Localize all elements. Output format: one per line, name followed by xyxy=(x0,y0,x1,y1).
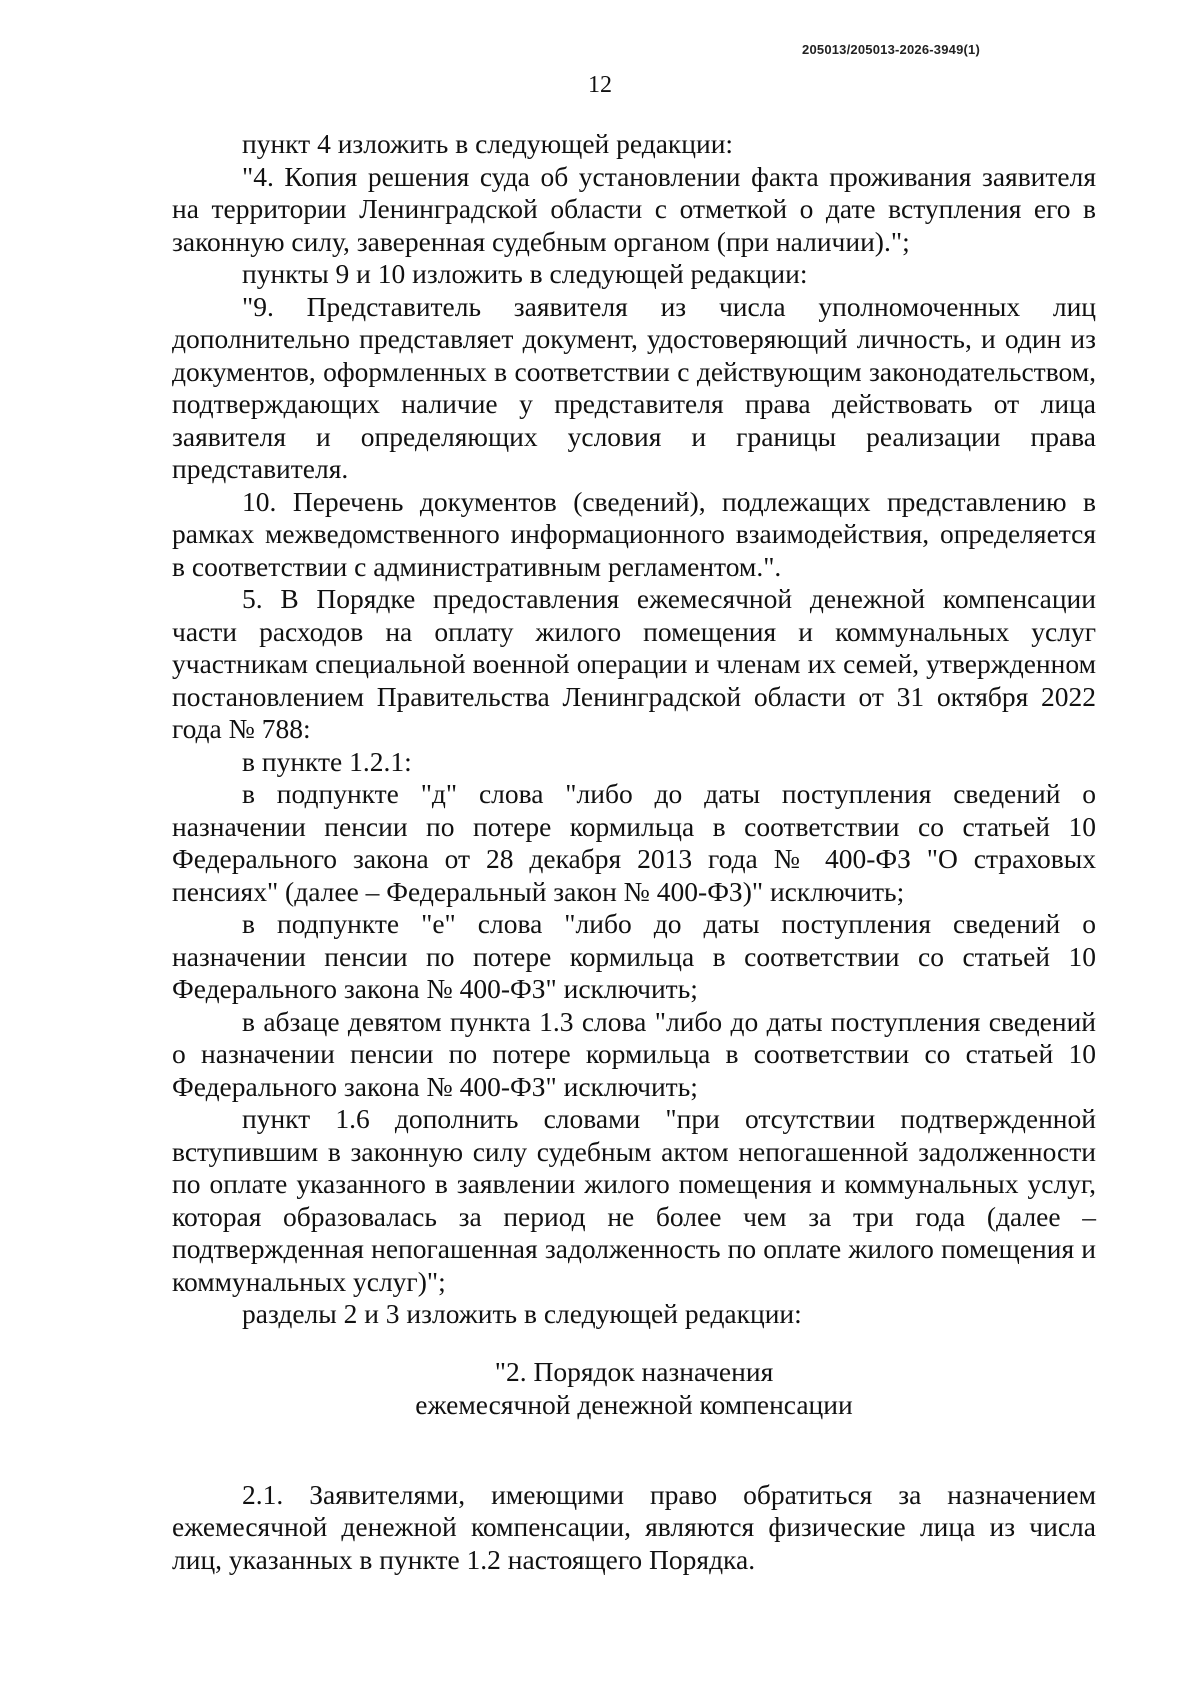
paragraph: в подпункте "е" слова "либо до даты поступления сведений о назначении пенсии по потере кормильца в соответствии со статьей 10 Федерального закона № 400-ФЗ" исключить; xyxy=(172,908,1096,1004)
paragraph: разделы 2 и 3 изложить в следующей редакции: xyxy=(242,1298,802,1329)
paragraph: пункты 9 и 10 изложить в следующей редакции: xyxy=(242,258,808,289)
paragraph: в абзаце девятом пункта 1.3 слова "либо до даты поступления сведений о назначении пенсии по потере кормильца в соответствии со статьей 10 Федерального закона № 400-ФЗ" исключить; xyxy=(172,1005,1096,1102)
paragraph: "4. Копия решения суда об установлении факта проживания заявителя на территории Ленинградской области с отметкой о дате вступления его в законную силу, заверенная судебным органом (при наличии)."; xyxy=(172,160,1096,257)
paragraph: пункт 4 изложить в следующей редакции: xyxy=(242,128,734,159)
paragraph: в пункте 1.2.1: xyxy=(242,745,412,777)
paragraph: 2.1. Заявителями, имеющими право обратиться за назначением ежемесячной денежной компенсации, являются физические лица из числа лиц, указанных в пункте 1.2 настоящего Порядка. xyxy=(172,1478,1096,1575)
section-heading-line-2: ежемесячной денежной компенсации xyxy=(415,1388,853,1420)
paragraph: 5. В Порядке предоставления ежемесячной денежной компенсации части расходов на оплату жилого помещения и коммунальных услуг участникам специальной военной операции и членам их семей, утвержденном постановлением Правительства Ленинградской области от 31 октября 2022 года № 788: xyxy=(172,583,1096,744)
document-code: 205013/205013-2026-3949(1) xyxy=(802,42,980,57)
paragraph: 10. Перечень документов (сведений), подлежащих представлению в рамках межведомственного информационного взаимодействия, определяется в соответствии с административным регламентом.". xyxy=(172,485,1096,582)
page-number: 12 xyxy=(588,72,612,98)
paragraph: в подпункте "д" слова "либо до даты поступления сведений о назначении пенсии по потере кормильца в соответствии со статьей 10 Федерального закона от 28 декабря 2013 года № 400-ФЗ "О страховых пенсиях" (далее – Федеральный закон № 400-ФЗ)" исключить; xyxy=(172,778,1096,907)
paragraph: пункт 1.6 дополнить словами "при отсутствии подтвержденной вступившим в законную силу судебным актом непогашенной задолженности по оплате указанного в заявлении жилого помещения и коммунальных услуг, которая образовалась за период не более чем за три года (далее – подтвержденная непогашенная задолженность по оплате жилого помещения и коммунальных услуг)"; xyxy=(172,1103,1096,1297)
paragraph: "9. Представитель заявителя из числа уполномоченных лиц дополнительно представляет документ, удостоверяющий личность, и один из документов, оформленных в соответствии с действующим законодательством, подтверждающих наличие у представителя права действовать от лица заявителя и определяющих условия и границы реализации права представителя. xyxy=(172,290,1096,484)
document-body xyxy=(172,128,1096,1576)
section-heading-line-1: "2. Порядок назначения xyxy=(494,1355,774,1387)
section-heading xyxy=(172,1355,1096,1421)
